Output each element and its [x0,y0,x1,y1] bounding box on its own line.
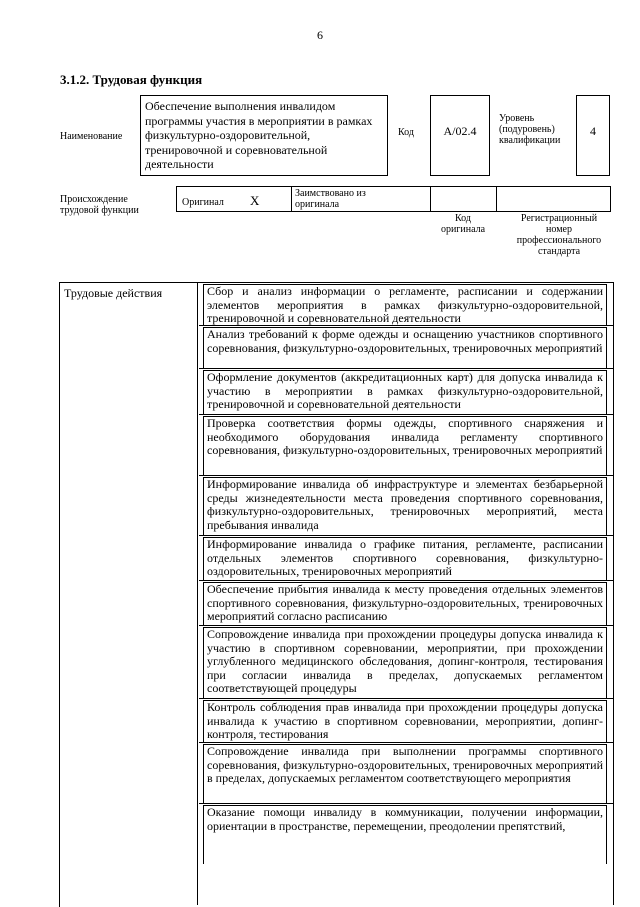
table-row [199,699,613,743]
code-orig-line2: оригинала [440,224,486,235]
level-box [576,95,610,176]
origin-row [176,186,611,212]
borrowed-line1: Заимствовано из [295,188,366,199]
origin-cell-regnum [497,187,611,211]
action-text: Оформление документов (аккредитационных карт) для допуска инвалида к участию в мероприятии в рамках физкультурно-оздоровительной, тренировочной и соревновательной деятельности [207,370,603,412]
level-value: 4 [590,124,596,138]
table-row [199,369,613,415]
table-row [199,536,613,581]
reg-line2: номер [546,224,572,235]
table-row [199,476,613,536]
action-text: Информирование инвалида об инфраструктуре и элементах безбарьерной среды жизнедеятельности места проведения спортивного соревнования, физкультурно-оздоровительных, тренировочных мероприятий, места пребывания инвалида [207,477,603,532]
action-text: Контроль соблюдения прав инвалида при прохождении процедуры допуска инвалида к участию в спортивном соревновании, мероприятии, допинг-контроля, тестирования [207,700,603,742]
origin-label [60,194,139,216]
reg-line4: стандарта [537,246,581,257]
action-text: Проверка соответствия формы одежды, спортивного снаряжения и необходимого оборудования инвалида регламенту спортивного соревнования, физкультурно-оздоровительных, тренировочных мероприятий [207,416,603,458]
function-name-box [140,95,388,176]
action-text: Сопровождение инвалида при выполнении программы спортивного соревнования, физкультурно-оздоровительных, тренировочных мероприятий в пределах, допускаемых регламентом соответствующего мероприятия [207,744,603,786]
level-label-line2: (подуровень) [499,124,555,135]
table-row [199,626,613,699]
action-text: Анализ требований к форме одежды и оснащению участников спортивного соревнования, физкультурно-оздоровительных, тренировочных мероприятий [207,327,603,355]
table-row [199,581,613,626]
qualification-level-label [499,113,560,146]
code-box [430,95,490,176]
table-row [199,415,613,476]
code-of-original-caption [430,213,496,235]
action-text: Информирование инвалида о графике питания, регламенте, расписании отдельных элементов спортивного соревнования, физкультурно-оздоровительных, тренировочных мероприятий [207,537,603,579]
section-heading: 3.1.2. Трудовая функция [60,72,203,87]
level-label-line1: Уровень [499,113,535,124]
name-label: Наименование [60,131,123,142]
labor-actions-label: Трудовые действия [64,286,163,300]
origin-label-line2: трудовой функции [60,205,139,216]
table-row [199,743,613,804]
page-number: 6 [317,28,323,42]
original-label: Оригинал [182,197,224,208]
original-mark: X [250,193,260,208]
action-text: Обеспечение прибытия инвалида к месту проведения отдельных элементов спортивного соревнования, физкультурно-оздоровительных, тренировочных мероприятий согласно расписанию [207,582,603,624]
registration-number-caption [504,213,614,257]
action-text: Сбор и анализ информации о регламенте, расписании и содержании элементов мероприятия в рамках физкультурно-оздоровительной, тренировочной и соревновательной деятельности [207,284,603,326]
table-row [199,283,613,326]
table-row [199,804,613,864]
reg-line3: профессионального [516,235,602,246]
table-label-column [59,283,198,905]
code-orig-line1: Код [455,213,471,224]
code-value: А/02.4 [443,124,477,138]
function-name-text: Обеспечение выполнения инвалидом программы участия в мероприятии в рамках физкультурно-оздоровительной, тренировочной и соревновательной деятельности [145,99,373,171]
level-label-line3: квалификации [499,135,561,146]
borrowed-label [295,188,366,210]
origin-cell-code [431,187,497,211]
action-text: Оказание помощи инвалиду в коммуникации, получении информации, ориентации в пространстве, перемещении, преодолении препятствий, [207,805,603,833]
borrowed-line2: оригинала [295,199,340,210]
table-row [199,326,613,369]
code-label: Код [398,127,414,138]
table-right-border [613,282,614,905]
origin-label-line1: Происхождение [60,194,128,205]
action-text: Сопровождение инвалида при прохождении процедуры допуска инвалида к участию в спортивном соревновании, мероприятии, при прохождении углубленного медицинского обследования, допинг-контроля, тестирования при согласии инвалида в пределах, допускаемых регламентом соответствующей процедуры [207,627,603,696]
reg-line1: Регистрационный [520,213,598,224]
